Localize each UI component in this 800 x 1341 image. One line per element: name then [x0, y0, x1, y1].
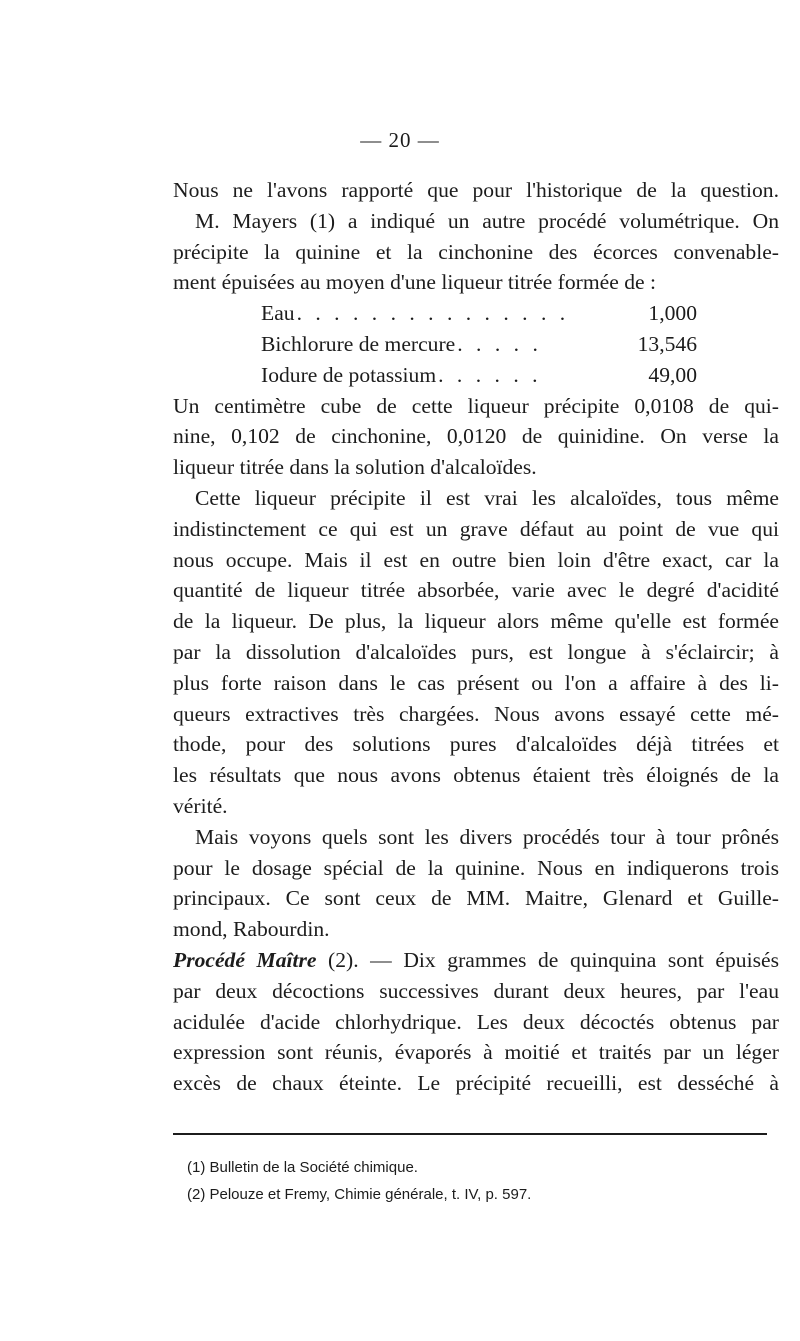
text-line: de la liqueur. De plus, la liqueur alors même qu'elle est formée [173, 609, 779, 634]
footnote-divider [173, 1133, 767, 1135]
procede-heading: Procédé Maître [173, 947, 317, 972]
recipe-ingredient: Bichlorure de mercure [261, 331, 456, 356]
text-line: pour le dosage spécial de la quinine. Nous en indiquerons trois [173, 855, 779, 880]
text-line: par deux décoctions successives durant deux heures, par l'eau [173, 978, 779, 1003]
page-number: — 20 — [360, 128, 440, 152]
text-line: par la dissolution d'alcaloïdes purs, est longue à s'éclaircir; à [173, 639, 779, 664]
text-line: thode, pour des solutions pures d'alcaloïdes déjà titrées et [173, 732, 779, 757]
text-line: liqueur titrée dans la solution d'alcaloïdes. [173, 455, 537, 480]
text-line: excès de chaux éteinte. Le précipité recueilli, est desséché à [173, 1071, 779, 1096]
recipe-table [173, 298, 779, 390]
recipe-quantity: 49,00 [648, 362, 697, 387]
text-line: quantité de liqueur titrée absorbée, varie avec le degré d'acidité [173, 578, 779, 603]
footnote-2: (2) Pelouze et Fremy, Chimie générale, t. IV, p. 597. [187, 1186, 532, 1203]
procede-heading-rest: (2). — Dix grammes de quinquina sont épuisés [316, 947, 779, 972]
recipe-quantity: 13,546 [637, 331, 697, 356]
body-text [173, 175, 779, 1099]
recipe-leader-dots: . . . . . . [438, 362, 542, 387]
text-line: Un centimètre cube de cette liqueur précipite 0,0108 de qui- [173, 393, 779, 418]
paragraph-procede [173, 976, 779, 1099]
text-line: plus forte raison dans le cas présent ou l'on a affaire à des li- [173, 670, 779, 695]
text-line: nine, 0,102 de cinchonine, 0,0120 de quinidine. On verse la [173, 424, 779, 449]
text-line: mond, Rabourdin. [173, 917, 330, 942]
recipe-leader-dots: . . . . . [457, 331, 542, 356]
text-line: M. Mayers (1) a indiqué un autre procédé volumétrique. On [195, 208, 779, 233]
text-line: les résultats que nous avons obtenus étaient très éloignés de la [173, 763, 779, 788]
text-line: nous occupe. Mais il est en outre bien loin d'être exact, car la [173, 547, 779, 572]
footnotes [187, 1154, 531, 1208]
text-line: queurs extractives très chargées. Nous avons essayé cette mé- [173, 701, 779, 726]
recipe-row [173, 360, 779, 391]
text-line: indistinctement ce qui est un grave défaut au point de vue qui [173, 516, 779, 541]
text-line: Cette liqueur précipite il est vrai les alcaloïdes, tous même [195, 485, 779, 510]
text-line: expression sont réunis, évaporés à moitié et traités par un léger [173, 1040, 779, 1065]
text-line: acidulée d'acide chlorhydrique. Les deux décoctés obtenus par [173, 1009, 779, 1034]
recipe-ingredient: Eau [261, 301, 295, 326]
paragraph-discussion [173, 391, 779, 945]
text-line: Mais voyons quels sont les divers procédés tour à tour prônés [195, 824, 779, 849]
text-line: Nous ne l'avons rapporté que pour l'historique de la question. [173, 178, 779, 202]
footnote-1: (1) Bulletin de la Société chimique. [187, 1159, 418, 1176]
recipe-leader-dots: . . . . . . . . . . . . . . . [296, 301, 570, 326]
text-line: ment épuisées au moyen d'une liqueur titrée formée de : [173, 270, 656, 295]
recipe-row [173, 298, 779, 329]
paragraph-intro [173, 175, 779, 298]
recipe-quantity: 1,000 [648, 301, 697, 326]
text-line: précipite la quinine et la cinchonine des écorces convenable- [173, 239, 779, 264]
recipe-row [173, 329, 779, 360]
procede-heading-line [173, 945, 779, 976]
recipe-ingredient: Iodure de potassium [261, 362, 437, 387]
text-line: principaux. Ce sont ceux de MM. Maitre, Glenard et Guille- [173, 886, 779, 911]
text-line: vérité. [173, 793, 228, 818]
